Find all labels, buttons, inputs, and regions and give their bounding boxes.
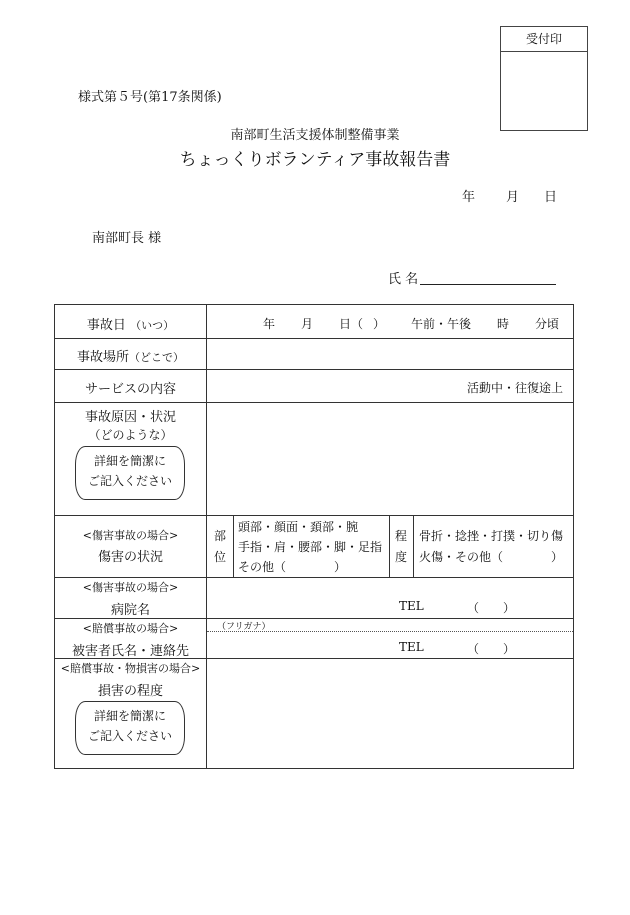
furigana-label: （フリガナ）	[217, 622, 271, 632]
accident-minute: 分頃	[535, 317, 560, 331]
degree-line1[interactable]: 骨折・捻挫・打撲・切り傷	[419, 529, 564, 543]
degree-line2[interactable]: 火傷・その他（ ）	[419, 550, 564, 564]
report-form-table	[54, 304, 574, 769]
receipt-stamp-label: 受付印	[501, 27, 587, 52]
name-field[interactable]	[420, 284, 556, 285]
degree-label-2: 度	[395, 550, 408, 564]
damage-degree-label: 損害の程度	[97, 684, 163, 699]
damage-degree-field[interactable]	[207, 659, 573, 767]
accident-place-field[interactable]	[207, 339, 573, 369]
accident-cause-field[interactable]	[207, 403, 573, 514]
accident-hour: 時	[497, 317, 510, 331]
cause-note-bracket	[75, 446, 185, 500]
accident-date-label-text: 事故日	[86, 318, 126, 333]
accident-day: 日（	[339, 317, 364, 331]
damage-case-note: <賠償事故・物損害の場合>	[60, 662, 201, 675]
body-parts-line1[interactable]: 頭部・顔面・頚部・腕	[238, 520, 359, 534]
cause-note-line1: 詳細を簡潔に	[93, 454, 166, 468]
form-number: 様式第５号(第17条関係)	[78, 90, 222, 105]
accident-date-sub: （いつ）	[130, 319, 175, 332]
victim-tel-field[interactable]: （ ）	[467, 642, 516, 656]
damage-note-line2: ご記入ください	[87, 729, 172, 743]
degree-label-1: 程	[395, 529, 408, 543]
accident-place-sub: （どこで）	[129, 351, 184, 364]
date-month: 月	[506, 190, 520, 205]
cause-note-line2: ご記入ください	[87, 474, 172, 488]
accident-cause-sub: （どのような）	[88, 428, 173, 442]
receipt-stamp-box	[500, 26, 588, 131]
hospital-tel-label: TEL	[399, 599, 424, 613]
addressee: 南部町長 様	[92, 231, 162, 246]
victim-tel-label: TEL	[399, 640, 424, 654]
name-label: 氏 名	[388, 272, 419, 287]
accident-date-label	[55, 314, 206, 333]
accident-month: 月	[301, 317, 314, 331]
accident-ampm[interactable]: 午前・午後	[411, 317, 472, 331]
body-parts-line2[interactable]: 手指・肩・腰部・脚・足指	[238, 540, 383, 554]
victim-contact-label: 被害者氏名・連絡先	[71, 644, 189, 659]
injury-status-label: 傷害の状況	[97, 550, 163, 565]
report-title: ちょっくりボランティア事故報告書	[179, 150, 451, 170]
accident-place-label-text: 事故場所	[76, 350, 129, 365]
hospital-case-note: <傷害事故の場合>	[82, 581, 179, 594]
program-title: 南部町生活支援体制整備事業	[230, 128, 400, 143]
accident-day-close: ）	[373, 317, 386, 331]
damage-note-line1: 詳細を簡潔に	[93, 709, 166, 723]
hospital-tel-field[interactable]: （ ）	[467, 601, 516, 615]
date-year: 年	[462, 190, 476, 205]
accident-year: 年	[263, 317, 276, 331]
part-label-1: 部	[214, 529, 227, 543]
service-content-label: サービスの内容	[84, 382, 176, 397]
injury-case-note: <傷害事故の場合>	[82, 529, 179, 542]
hospital-name-label: 病院名	[110, 603, 150, 618]
damage-note-bracket	[75, 701, 185, 755]
accident-place-label	[55, 346, 206, 365]
part-label-2: 位	[214, 550, 227, 564]
date-day: 日	[544, 190, 558, 205]
accident-cause-label: 事故原因・状況	[84, 410, 176, 425]
victim-case-note: <賠償事故の場合>	[82, 622, 179, 635]
service-content-value[interactable]: 活動中・往復途上	[467, 381, 564, 395]
body-parts-line3[interactable]: その他（ ）	[238, 560, 347, 574]
